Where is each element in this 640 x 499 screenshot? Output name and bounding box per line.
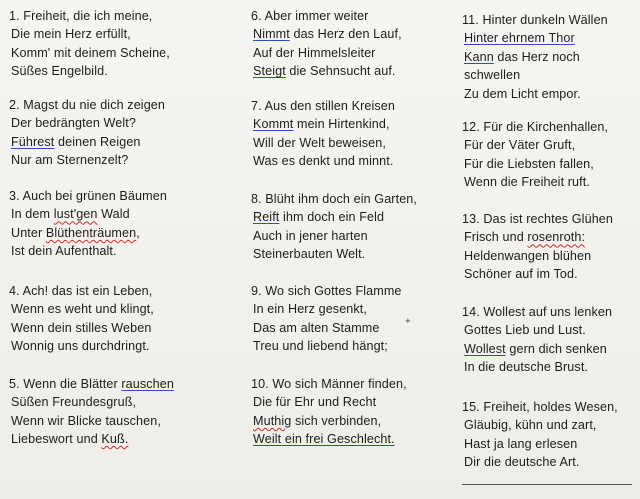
poem-line: [462, 48, 640, 66]
poem-line: Schöner auf im Tod.: [464, 267, 578, 282]
stanza-3: [9, 187, 241, 261]
poem-line: Süßen Freundesgruß,: [11, 395, 137, 410]
underlined-word: Führest: [11, 134, 55, 149]
text-segment: ihm doch ein Feld: [279, 210, 385, 225]
stanza-12: [462, 118, 640, 192]
poem-line: 15. Freiheit, holdes Wesen,: [462, 400, 618, 414]
poem-line: Komm' mit deinem Scheine,: [11, 45, 170, 60]
stanza-15: [462, 398, 640, 472]
poem-line: Nur am Sternenzelt?: [11, 153, 129, 168]
poem-line: Wonnig uns durchdringt.: [11, 339, 150, 354]
poem-line: Dir die deutsche Art.: [464, 455, 580, 470]
poem-line: Die mein Herz erfüllt,: [11, 27, 131, 42]
underlined-word: Steigt: [253, 64, 286, 79]
poem-line: Für die Liebsten fallen,: [464, 156, 594, 171]
poem-line: [9, 133, 241, 151]
stanza-1: [9, 7, 241, 81]
poem-line: Für der Väter Gruft,: [464, 138, 576, 153]
text-segment: Liebeswort und: [11, 432, 102, 447]
stanza-7: [251, 97, 456, 171]
poem-line: schwellen: [464, 68, 521, 83]
underlined-word: Nimmt: [253, 27, 290, 42]
poem-line: 8. Blüht ihm doch ein Garten,: [251, 192, 418, 206]
stanza-11: [462, 11, 640, 103]
underlined-word: Reift: [253, 210, 280, 225]
poem-line: [251, 430, 456, 448]
poem-line: Gottes Lieb und Lust.: [464, 323, 586, 338]
poem-line: Was es denkt und minnt.: [253, 154, 394, 169]
text-segment: sich verbinden,: [291, 413, 382, 428]
poem-line: Die für Ehr und Recht: [253, 395, 377, 410]
stanza-13: [462, 210, 640, 284]
spellcheck-word: Kuß.: [101, 432, 129, 447]
poem-line: Das am alten Stamme: [253, 320, 380, 335]
stanza-8: [251, 190, 456, 264]
stanza-2: [9, 96, 241, 170]
text-segment: mein Hirtenkind,: [293, 117, 390, 132]
poem-line: 1. Freiheit, die ich meine,: [9, 9, 153, 23]
poem-line: [251, 115, 456, 133]
poem-line: Will der Welt beweisen,: [253, 135, 386, 150]
text-segment: das Herz noch: [493, 49, 580, 64]
underlined-word: Kann: [464, 49, 494, 64]
text-segment: deinen Reigen: [54, 134, 141, 149]
poem-line: [251, 25, 456, 43]
underlined-word: rauschen: [121, 377, 174, 391]
poem-line: 9. Wo sich Gottes Flamme: [251, 284, 402, 298]
poem-line: [9, 224, 241, 242]
poem-line: 7. Aus den stillen Kreisen: [251, 99, 396, 113]
poem-line: Steinerbauten Welt.: [253, 247, 366, 262]
poem-line: Wenn die Freiheit ruft.: [464, 175, 590, 190]
poem-line: 14. Wollest auf uns lenken: [462, 305, 613, 319]
poem-line: Gläubig, kühn und zart,: [464, 418, 597, 433]
poem-line: [9, 430, 241, 448]
text-segment: ,: [136, 225, 140, 240]
stanza-4: [9, 282, 241, 356]
underlined-word: Kommt: [253, 117, 294, 132]
poem-line: 3. Auch bei grünen Bäumen: [9, 189, 167, 203]
poem-line: Wenn wir Blicke tauschen,: [11, 413, 161, 428]
underlined-word: Weilt ein frei Geschlecht.: [253, 432, 395, 447]
stanza-6: [251, 7, 456, 81]
stray-mark-icon: ✦: [404, 316, 412, 326]
stanza-5: [9, 375, 241, 449]
poem-line: Der bedrängten Welt?: [11, 116, 136, 131]
poem-line: 4. Ach! das ist ein Leben,: [9, 284, 153, 298]
text-segment: Unter: [11, 225, 46, 240]
poem-line: [9, 375, 241, 393]
poem-line: 2. Magst du nie dich zeigen: [9, 98, 166, 112]
poem-line: Hast ja lang erlesen: [464, 436, 578, 451]
stanza-14: [462, 303, 640, 377]
poem-line: 10. Wo sich Männer finden,: [251, 377, 407, 391]
poem-line: [462, 228, 640, 246]
poem-line: Wenn dein stilles Weben: [11, 320, 152, 335]
spellcheck-word: Blüthenträumen: [45, 225, 137, 240]
text-segment: 5. Wenn die Blätter: [9, 377, 122, 391]
poem-line: 11. Hinter dunkeln Wällen: [462, 13, 608, 27]
underlined-word: Hinter ehrnem Thor: [464, 31, 575, 46]
poem-line: 6. Aber immer weiter: [251, 9, 369, 23]
poem-line: [9, 205, 241, 223]
poem-line: Treu und liebend hängt;: [253, 339, 388, 354]
text-segment: Frisch und: [464, 230, 528, 245]
text-segment: In dem: [11, 207, 54, 222]
poem-line: Auch in jener harten: [253, 228, 368, 243]
poem-line: [462, 340, 640, 358]
poem-line: Auf der Himmelsleiter: [253, 45, 376, 60]
poem-line: [462, 29, 640, 47]
poem-line: 12. Für die Kirchenhallen,: [462, 120, 609, 134]
spellcheck-word: rosenroth:: [527, 230, 586, 245]
text-segment: das Herz den Lauf,: [289, 27, 402, 42]
poem-line: [251, 412, 456, 430]
poem-line: In ein Herz gesenkt,: [253, 302, 368, 317]
underlined-word: Wollest: [464, 341, 506, 356]
poem-line: Wenn es weht und klingt,: [11, 302, 154, 317]
text-segment: die Sehnsucht auf.: [285, 64, 396, 79]
footer-rule: [462, 484, 632, 485]
stanza-10: [251, 375, 456, 449]
poem-line: Zu dem Licht empor.: [464, 86, 581, 101]
poem-line: In die deutsche Brust.: [464, 360, 589, 375]
spellcheck-word: Muthig: [253, 413, 292, 428]
poem-line: 13. Das ist rechtes Glühen: [462, 212, 614, 226]
text-segment: Wald: [97, 207, 130, 222]
poem-line: [251, 208, 456, 226]
text-segment: gern dich senken: [505, 341, 607, 356]
poem-line: Heldenwangen blühen: [464, 248, 592, 263]
poem-line: [251, 62, 456, 80]
poem-line: Süßes Engelbild.: [11, 64, 108, 79]
spellcheck-word: lust'gen: [53, 207, 98, 222]
poem-line: Ist dein Aufenthalt.: [11, 244, 117, 259]
stanza-9: [251, 282, 456, 356]
